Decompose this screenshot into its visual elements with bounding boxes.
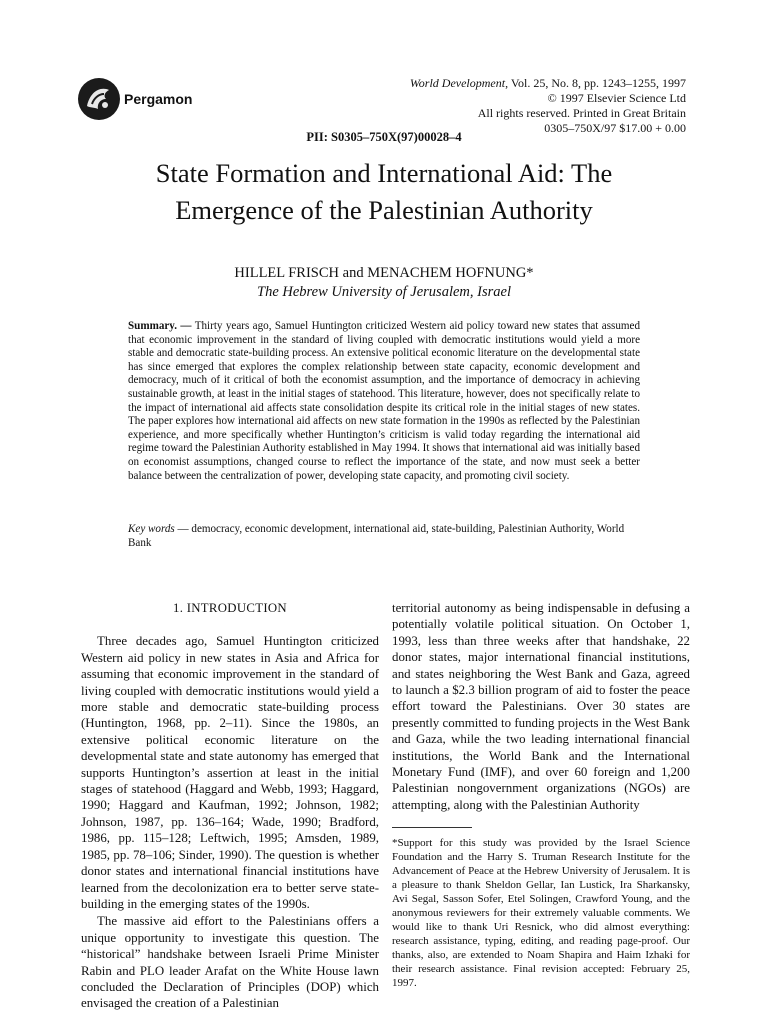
journal-citation — [410, 76, 686, 91]
keywords-text: — democracy, economic development, international aid, state-building, Palestinian Authority, World Bank — [128, 523, 625, 549]
pergamon-logo-icon — [78, 78, 120, 120]
issn-line: 0305–750X/97 $17.00 + 0.00 — [544, 121, 686, 135]
body-paragraph: Three decades ago, Samuel Huntington criticized Western aid policy in new states in Asia and Africa for assuming that economic improvement in the standard of living coupled with democratic institutions would yield a more stable and democratic state-building process (Huntington, 1968, pp. 2–11). Since the 1980s, an extensive political economic literature on the developmental state and state autonomy has emerged that supports Huntington’s assertion at least in the initial stages of statehood (Haggard and Webb, 1993; Haggard, 1990; Haggard and Kaufman, 1992; Johnson, 1982; Johnson, 1987, pp. 136–164; Wade, 1990; Bradford, 1986, pp. 115–128; Leftwich, 1995; Amsden, 1989, 1985, pp. 78–106; Sinder, 1990). The question is whether donor states and international financial institutions have learned from the decolonization era to better serve state-building in the emerging states of the 1990s. — [81, 634, 379, 911]
pii-line: PII: S0305–750X(97)00028–4 — [306, 130, 462, 144]
abstract-label: Summary. — — [128, 320, 192, 332]
abstract — [128, 320, 640, 483]
title-line-1: State Formation and International Aid: The — [155, 158, 613, 188]
publisher-name: Pergamon — [124, 91, 193, 107]
footnote-divider — [392, 827, 472, 828]
publisher-logo — [78, 78, 192, 120]
section-heading: 1. INTRODUCTION — [173, 601, 287, 615]
abstract-text: Thirty years ago, Samuel Huntington criticized Western aid policy toward new states that assumed that economic improvement in the standard of living coupled with democratic institutions would yield a more stable and democratic state-building process. An extensive political economic literature on the developmental state has since emerged that explores the complex relationship between state capacity, economic development and democracy, much of it critical of both the economist assumption, and the importance of democracy in achieving sustainable growth, at least in the initial stages of statehood. This literature, however, does not specifically relate to the impact of international aid affects state consolidation despite its critical role in the initial stages of new states. The paper explores how international aid affects on new state formation in the 1990s as reflected by the Palestinian experience, and more specifically whether Huntington’s criticism is valid today regarding the international aid regime toward the Palestinian Authority established in May 1994. It shows that international aid was initially based on economist assumptions, changed course to reflect the importance of the state, and now must seek a better balance between the centralization of power, developing state capacity, and promoting civil society. — [128, 320, 641, 482]
author-names: HILLEL FRISCH and MENACHEM HOFNUNG* — [234, 265, 534, 281]
keywords-label: Key words — [128, 523, 175, 535]
author-block — [0, 264, 768, 302]
citation-block — [410, 76, 686, 136]
author-affiliation: The Hebrew University of Jerusalem, Israel — [257, 284, 511, 300]
title-line-2: Emergence of the Palestinian Authority — [175, 195, 593, 225]
article-title — [0, 155, 768, 229]
right-column — [392, 600, 690, 990]
rights-line: All rights reserved. Printed in Great Britain — [477, 106, 686, 120]
keywords — [128, 522, 640, 550]
volume-info: , Vol. 25, No. 8, pp. 1243–1255, 1997 — [505, 76, 686, 90]
copyright-line: © 1997 Elsevier Science Ltd — [547, 91, 686, 105]
body-paragraph: The massive aid effort to the Palestinians offers a unique opportunity to investigate this question. The “historical” handshake between Israeli Prime Minister Rabin and PLO leader Arafat on the White House lawn concluded the Declaration of Principles (DOP) which envisaged the creation of a Palestinian — [81, 914, 379, 1011]
footnote: *Support for this study was provided by the Israel Science Foundation and the Harry S. Truman Research Institute for the Advancement of Peace at the Hebrew University of Jerusalem. It is a pleasure to thank Sheldon Gellar, Ian Lustick, Ira Sharkansky, Avi Segal, Sasson Sofer, Etel Solingen, Crawford Young, and the anonymous reviewers for their extremely valuable comments. We would like to thank Uri Resnick, who did almost everything: research assistance, typing, editing, and reading page-proof. Our thanks, also, are extended to Noam Shapira and Haim Izhaki for their research assistance. Final revision accepted: February 25, 1997. — [392, 837, 690, 990]
body-paragraph: territorial autonomy as being indispensable in defusing a potentially volatile political situation. On October 1, 1993, less than three weeks after that handshake, 22 donor states, major international financial institutions, and states neighboring the West Bank and Gaza, agreed to launch a $2.3 billion program of aid to foster the peace effort toward the Palestinians. Over 30 states are presently committed to funding projects in the West Bank and Gaza, while the two leading international financial institutions, the World Bank and the International Monetary Fund (IMF), and over 60 foreign and 1,200 Palestinian nongovernment organizations (NGOs) are attempting, along with the Palestinian Authority — [392, 601, 690, 812]
left-column — [81, 600, 379, 1012]
journal-name: World Development — [409, 76, 506, 90]
